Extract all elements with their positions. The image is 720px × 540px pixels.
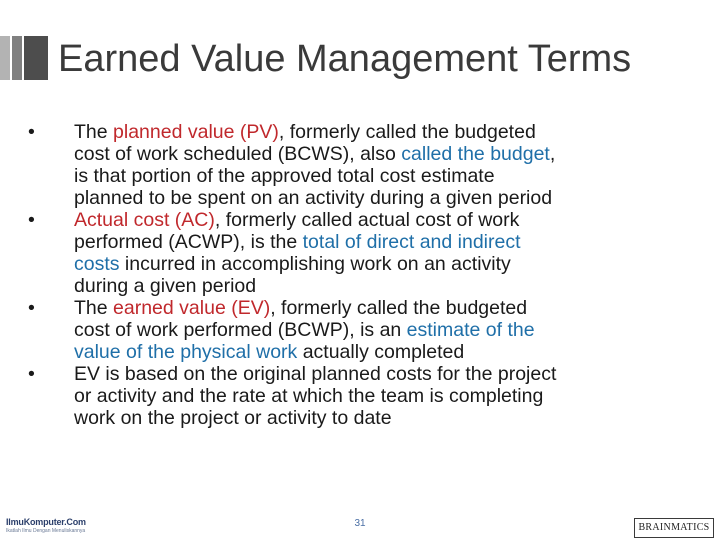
bullet-line [74, 209, 688, 231]
key-phrase: costs [74, 253, 120, 275]
bullet-line [74, 253, 688, 275]
term-highlight: earned value (EV) [113, 297, 271, 319]
bullet-text: is that portion of the approved total cost estimate [74, 165, 495, 187]
bullet-line [74, 341, 688, 363]
key-phrase: estimate of the [406, 319, 535, 341]
bullet-list [28, 121, 688, 429]
bullet-dot: • [28, 363, 35, 385]
page-number: 31 [354, 518, 366, 529]
bullet-text: The [74, 121, 114, 143]
key-phrase: value of the physical work [74, 341, 298, 363]
ilmukomputer-logo-text: IlmuKomputer.Com [6, 517, 86, 527]
bullet-item [28, 297, 688, 363]
bullet-item [28, 121, 688, 209]
bullet-text: , formerly called the budgeted [270, 297, 528, 319]
term-highlight: planned value (PV) [113, 121, 279, 143]
bullet-line [74, 165, 688, 187]
title-accent-bar-light [0, 36, 10, 80]
bullet-text: , [549, 143, 556, 165]
bullet-text: during a given period [74, 275, 257, 297]
bullet-line [74, 385, 688, 407]
title-accent-bars [0, 36, 50, 80]
bullet-text: planned to be spent on an activity during a given period [74, 187, 553, 209]
ilmukomputer-logo-tagline: Ikatlah Ilmu Dengan Menuliskannya [6, 528, 86, 534]
term-highlight: Actual cost (AC) [74, 209, 215, 231]
bullet-text: , formerly called actual cost of work [214, 209, 520, 231]
bullet-text: cost of work scheduled (BCWS), also [74, 143, 402, 165]
bullet-line [74, 231, 688, 253]
bullet-item [28, 363, 688, 429]
bullet-text: incurred in accomplishing work on an activity [119, 253, 511, 275]
bullet-line [74, 407, 688, 429]
brainmatics-logo: BRAINMATICS [634, 518, 714, 538]
bullet-line [74, 121, 688, 143]
bullet-dot: • [28, 297, 35, 319]
bullet-text: or activity and the rate at which the team is completing [74, 385, 544, 407]
bullet-line [74, 319, 688, 341]
bullet-text: cost of work performed (BCWP), is an [74, 319, 407, 341]
bullet-item [28, 209, 688, 297]
bullet-dot: • [28, 121, 35, 143]
bullet-text: The [74, 297, 114, 319]
title-accent-bar-dark [24, 36, 48, 80]
bullet-text: performed (ACWP), is the [74, 231, 303, 253]
bullet-line [74, 275, 688, 297]
bullet-line [74, 143, 688, 165]
slide-title: Earned Value Management Terms [58, 38, 632, 80]
ilmukomputer-logo [6, 517, 86, 537]
bullet-dot: • [28, 209, 35, 231]
bullet-text: actually completed [297, 341, 465, 363]
bullet-text: , formerly called the budgeted [278, 121, 536, 143]
bullet-text: work on the project or activity to date [74, 407, 392, 429]
key-phrase: total of direct and indirect [302, 231, 521, 253]
bullet-line [74, 363, 688, 385]
key-phrase: called the budget [401, 143, 550, 165]
bullet-text: EV is based on the original planned costs for the project [74, 363, 557, 385]
bullet-line [74, 187, 688, 209]
title-accent-bar-mid [12, 36, 22, 80]
bullet-line [74, 297, 688, 319]
